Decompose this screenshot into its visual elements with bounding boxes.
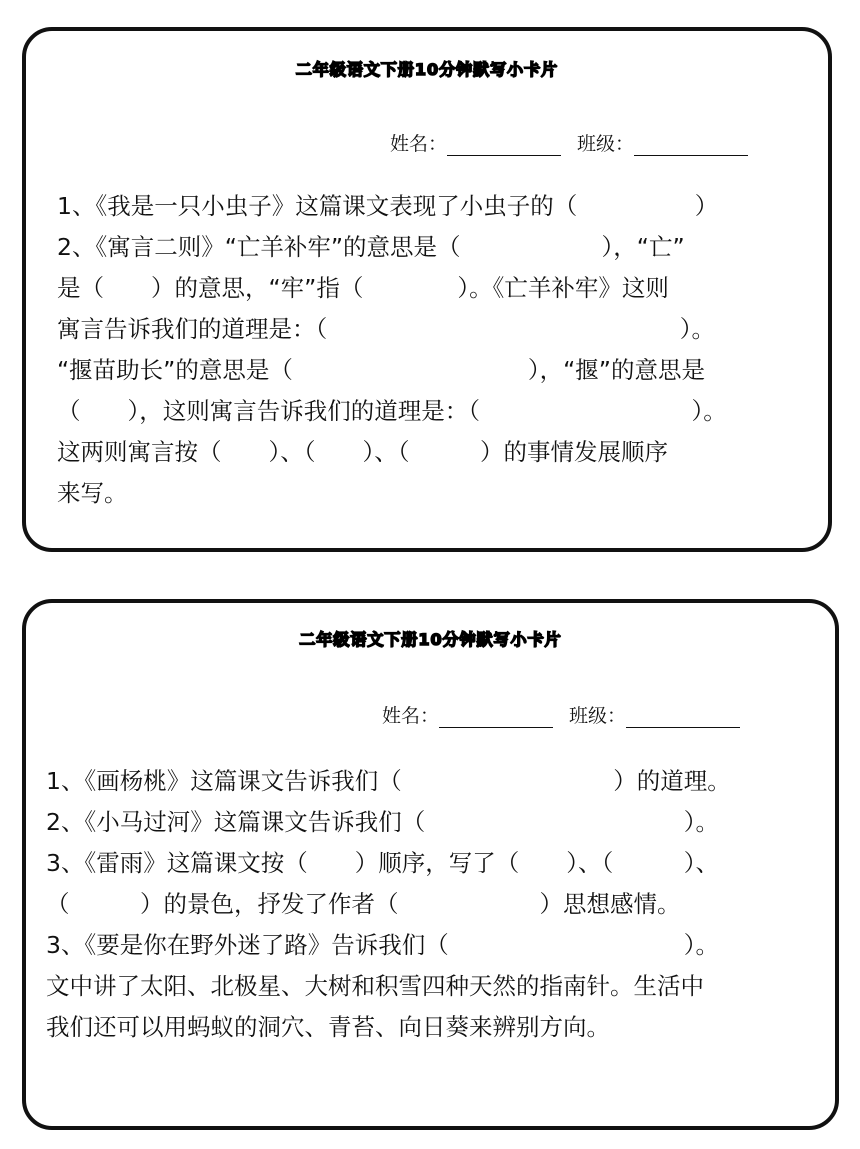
question-line: 我们还可以用蚂蚁的洞穴、青苔、向日葵来辨别方向。 bbox=[46, 1013, 610, 1041]
question-line: 2、《寓言二则》“亡羊补牢”的意思是（ ），“亡” bbox=[57, 233, 685, 261]
class-label: 班级： bbox=[569, 705, 627, 727]
name-blank[interactable] bbox=[439, 705, 553, 728]
question-line: 3、《雷雨》这篇课文按（ ）顺序，写了（ ）、（ ）、 bbox=[46, 849, 719, 877]
name-label: 姓名： bbox=[382, 705, 440, 727]
card-title: 二年级语文下册10分钟默写小卡片 bbox=[295, 60, 559, 79]
class-blank[interactable] bbox=[626, 705, 740, 728]
question-line: 这两则寓言按（ ）、（ ）、（ ）的事情发展顺序 bbox=[57, 438, 668, 466]
question-line: 3、《要是你在野外迷了路》告诉我们（ ）。 bbox=[46, 931, 719, 959]
class-blank[interactable] bbox=[634, 133, 748, 156]
question-line: 文中讲了太阳、北极星、大树和积雪四种天然的指南针。生活中 bbox=[46, 972, 704, 1000]
name-class-row bbox=[382, 701, 740, 728]
name-blank[interactable] bbox=[447, 133, 561, 156]
name-label: 姓名： bbox=[390, 133, 448, 155]
question-line: （ ），这则寓言告诉我们的道理是：（ ）。 bbox=[57, 397, 727, 425]
question-line: 2、《小马过河》这篇课文告诉我们（ ）。 bbox=[46, 808, 719, 836]
question-line: 1、《我是一只小虫子》这篇课文表现了小虫子的（ ） bbox=[57, 192, 719, 220]
name-class-row bbox=[390, 129, 748, 156]
dictation-card-2 bbox=[22, 599, 839, 1130]
question-line: 来写。 bbox=[57, 479, 128, 507]
question-line: “揠苗助长”的意思是（ ），“揠”的意思是 bbox=[57, 356, 705, 384]
question-line: （ ）的景色，抒发了作者（ ）思想感情。 bbox=[46, 890, 681, 918]
question-line: 1、《画杨桃》这篇课文告诉我们（ ）的道理。 bbox=[46, 767, 731, 795]
question-line: 是（ ）的意思，“牢”指（ ）。《亡羊补牢》这则 bbox=[57, 274, 669, 302]
class-label: 班级： bbox=[577, 133, 635, 155]
dictation-card-1 bbox=[22, 27, 832, 552]
question-line: 寓言告诉我们的道理是：（ ）。 bbox=[57, 315, 715, 343]
card-title: 二年级语文下册10分钟默写小卡片 bbox=[299, 630, 562, 649]
